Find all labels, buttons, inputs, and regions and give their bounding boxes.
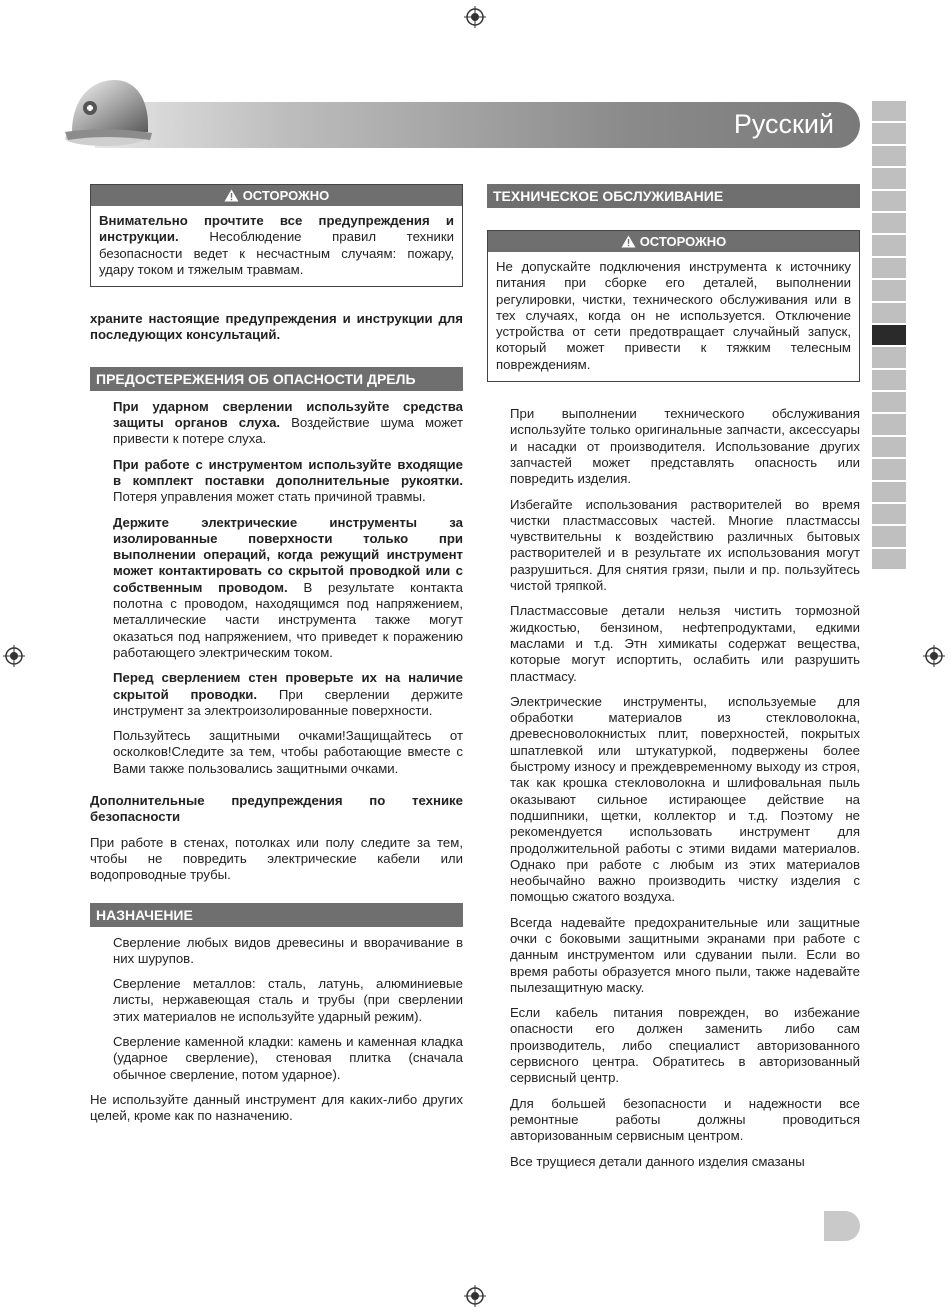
- additional-warnings-heading: Дополнительные предупреждения по технике безопасности: [90, 793, 463, 825]
- caution-header: [91, 185, 462, 206]
- chapter-tab: [872, 235, 906, 255]
- caution-title: ОСТОРОЖНО: [639, 234, 727, 249]
- helmet-icon: [60, 70, 155, 150]
- purpose-footer: Не используйте данный инструмент для каких-либо других целей, кроме как по назначению.: [90, 1091, 463, 1124]
- additional-warnings-text: При работе в стенах, потолках или полу следите за тем, чтобы не повредить электрические кабели или водопроводные трубы.: [90, 834, 463, 883]
- hazard-item: [113, 515, 463, 662]
- chapter-tab: [872, 414, 906, 434]
- registration-mark-bottom-icon: [464, 1285, 486, 1307]
- chapter-tab: [872, 123, 906, 143]
- maintenance-paragraph: Избегайте использования растворителей во время чистки пластмассовых частей. Многие пластмассы чувствительны к воздействию различных бытовых растворителей и в результате их использования могут разрушиться. Для снятия грязи, пыли и пр. пользуйтесь чистой тряпкой.: [510, 496, 860, 594]
- right-column: [487, 184, 860, 1170]
- chapter-tab: [872, 280, 906, 300]
- caution-header: [488, 231, 859, 252]
- chapter-tab: [872, 482, 906, 502]
- caution-normal: Несоблюдение правил техники безопасности ведет к несчастным случаям: пожару, удару током и тяжелым травмам.: [99, 229, 454, 277]
- maintenance-paragraph: Все трущиеся детали данного изделия смазаны: [510, 1153, 805, 1169]
- hazard-item-bold: При работе с инструментом используйте входящие в комплект поставки дополнительные рукоятки.: [113, 456, 463, 488]
- chapter-tab: [872, 191, 906, 211]
- chapter-tab: [872, 392, 906, 412]
- hazard-item: [113, 457, 463, 506]
- maintenance-paragraph: Для большей безопасности и надежности все ремонтные работы должны проводиться авторизованным сервисным центром.: [510, 1095, 860, 1144]
- chapter-tab: [872, 258, 906, 278]
- caution-box: [90, 184, 463, 287]
- registration-mark-left-icon: [3, 645, 25, 667]
- chapter-tab: [872, 459, 906, 479]
- purpose-item: Сверление металлов: сталь, латунь, алюминиевые листы, нержавеющая сталь и трубы (при сверлении этих материалов не используйте ударный режим).: [113, 976, 463, 1024]
- caution-bold: Внимательно прочтите все предупреждения и инструкции.: [99, 213, 454, 245]
- chapter-tab: [872, 549, 906, 569]
- hazard-item: [113, 728, 463, 777]
- maintenance-paragraph: При выполнении технического обслуживания используйте только оригинальные запчасти, аксессуары и насадки от производителя. Использование других запчастей может представлять опасность или повредить изделия.: [510, 406, 860, 487]
- caution-text: [91, 206, 462, 286]
- chapter-tab: [872, 303, 906, 323]
- chapter-tab: [872, 504, 906, 524]
- purpose-item: Сверление любых видов древесины и вворачивание в них шурупов.: [113, 934, 463, 966]
- chapter-tab: [872, 146, 906, 166]
- hazard-item-text: Потеря управления может стать причиной травмы.: [113, 489, 426, 505]
- hazard-item-text: При сверлении держите инструмент за электроизолированные поверхности.: [113, 686, 463, 718]
- hazard-item: [113, 399, 463, 448]
- section-heading-drill-hazards: ПРЕДОСТЕРЕЖЕНИЯ ОБ ОПАСНОСТИ ДРЕЛЬ: [90, 367, 463, 391]
- purpose-list: [90, 935, 463, 1083]
- chapter-tab: [872, 370, 906, 390]
- maintenance-paragraph: Электрические инструменты, используемые для обработки материалов из стекловолокна, древесноволокнистых плит, поверхностей, покрытых шпатлевкой или штукатуркой, подвержены более быстрому износу и преждевременному выходу из строя, так как крошка стекловолокна и шлифовальная пыль оказывают сильное истирающее действие на подшипники, щетки, коллектор и т.д. Поэтому не рекомендуется использовать инструмент для продолжительной работы с этими видами материалов. Однако при работе с любым из этих материалов необычайно важно производить чистку изделия с помощью сжатого воздуха.: [510, 693, 860, 905]
- keep-instructions-note: хранитe настоящие предупреждения и инструкции для последующих консультаций.: [90, 311, 463, 343]
- left-column: [90, 184, 463, 1124]
- chapter-tab: [872, 437, 906, 457]
- chapter-tabs: [872, 101, 906, 571]
- hazard-item-text: Воздействие шума может привести к потере слуха.: [113, 415, 463, 447]
- maintenance-paragraphs: [487, 406, 860, 1170]
- page-number-tab: [824, 1211, 860, 1241]
- hazard-item-text: В результате контакта полотна с проводом, находящимся под напряжением, металлические части инструмента также могут оказаться под напряжением, что приведет к поражению работающего электрическим током.: [113, 579, 463, 660]
- hazard-item-bold: При ударном сверлении используйте средства защиты органов слуха.: [113, 398, 463, 431]
- hazard-item: [113, 670, 463, 719]
- hazard-item-bold: Перед сверлением стен проверьте их на наличие скрытой проводки.: [113, 670, 463, 702]
- purpose-item: Сверление каменной кладки: камень и каменная кладка (ударное сверление), стеновая плитка (сначала обычное сверление, потом ударное).: [113, 1033, 463, 1082]
- chapter-tab-active: [872, 325, 906, 345]
- chapter-tab: [872, 347, 906, 367]
- chapter-tab: [872, 213, 906, 233]
- warning-icon: [621, 233, 636, 254]
- maintenance-caution-box: [487, 230, 860, 382]
- maintenance-paragraph: Пластмассовые детали нельзя чистить тормозной жидкостью, бензином, нефтепродуктами, едкими маслами и т.д. Этн химикаты содержат вещества, которые могут испортить, ослабить или разрушить пластмасу.: [510, 603, 860, 684]
- section-heading-maintenance: ТЕХНИЧЕСКОЕ ОБСЛУЖИВАНИЕ: [487, 184, 860, 208]
- header-bar: [95, 102, 860, 148]
- maintenance-paragraph: Всегда надевайте предохранительные или защитные очки с боковыми защитными экранами при работе с данным инструментом или сдувании пыли. Если во время работы образуется много пыли, также надевайте пылезащитную маску.: [510, 914, 860, 995]
- language-label: Русский: [733, 109, 834, 139]
- hazard-item-text: Пользуйтесь защитными очками!Защищайтесь от осколков!Следите за тем, чтобы работающие вместе с Вами также пользовались защитными очками.: [113, 728, 463, 776]
- section-heading-purpose: НАЗНАЧЕНИЕ: [90, 903, 463, 927]
- chapter-tab: [872, 526, 906, 546]
- maintenance-paragraph: Если кабель питания поврежден, во избежание опасности его должен заменить либо сам производитель, либо специалист авторизованного сервисного центра. Обратитесь в авторизованный сервисный центр.: [510, 1005, 860, 1086]
- chapter-tab: [872, 168, 906, 188]
- hazard-item-bold: Держите электрические инструменты за изолированные поверхности только при выполнении операций, когда режущий инструмент может контактировать со скрытой проводкой или с собственным проводом.: [113, 514, 463, 595]
- caution-title: ОСТОРОЖНО: [242, 188, 330, 203]
- hazard-list: [90, 399, 463, 777]
- warning-icon: [224, 187, 239, 208]
- maintenance-caution-text: Не допускайте подключения инструмента к источнику питания при сборке его деталей, выполнении регулировки, чистки, технического обслуживания или в тех случаях, когда он не используется. Отключение устройства от сети предотвращает случайный запуск, который может привести к тяжким телесным повреждениям.: [496, 259, 851, 372]
- registration-mark-top-icon: [464, 6, 486, 28]
- chapter-tab: [872, 101, 906, 121]
- registration-mark-right-icon: [923, 645, 945, 667]
